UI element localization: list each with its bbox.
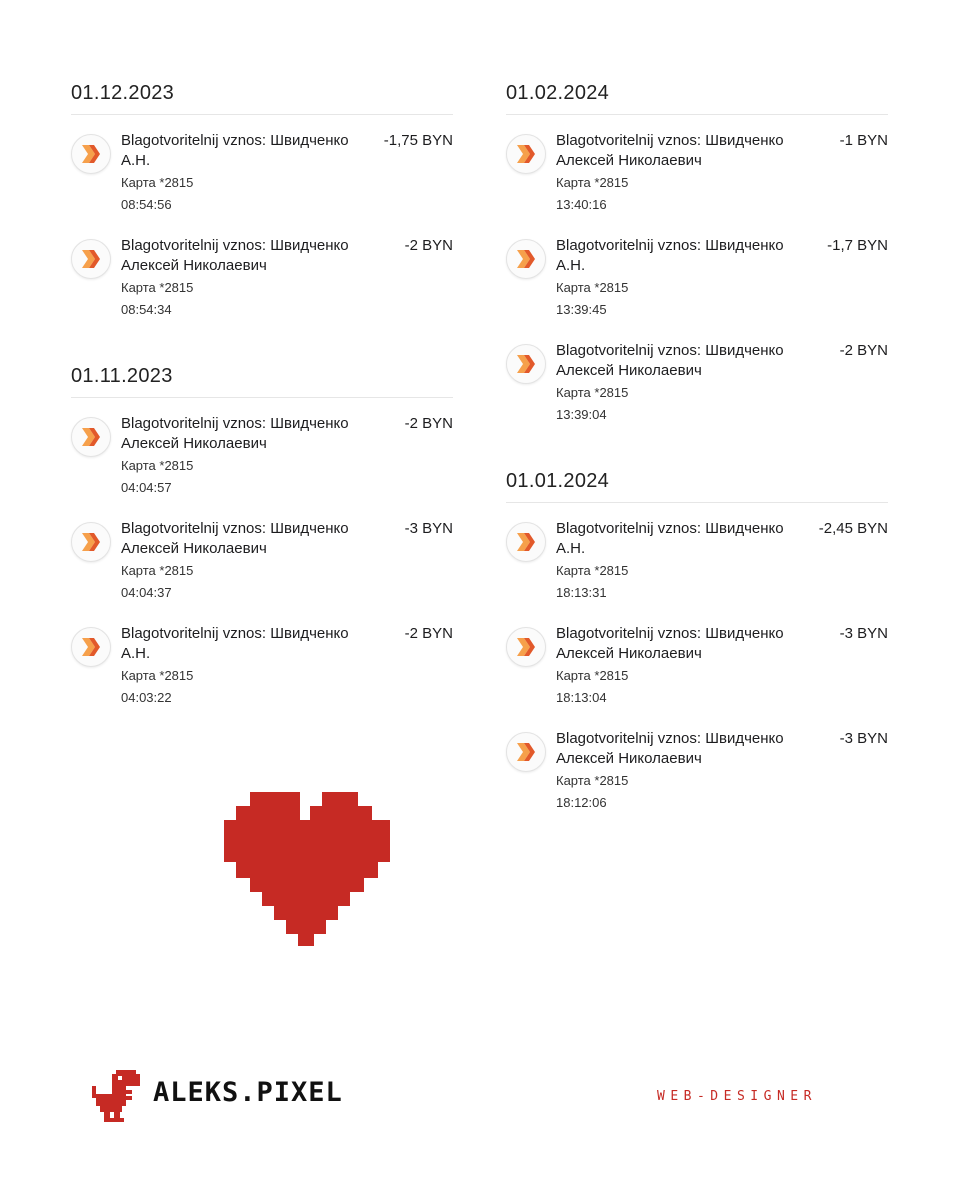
chevron-double-right-icon: [506, 134, 546, 174]
transaction-card: Карта *2815: [556, 773, 629, 788]
transaction-title: Blagotvoritelnij vznos: Швидченко Алексей Николаевич: [121, 520, 349, 557]
transaction-list: [71, 398, 453, 729]
chevron-double-right-icon: [506, 344, 546, 384]
transaction-time: 04:03:22: [121, 690, 172, 705]
chevron-double-right-icon: [506, 627, 546, 667]
transaction-amount: -2 BYN: [404, 415, 453, 432]
chevron-double-right-icon: [71, 239, 111, 279]
transaction-time: 08:54:56: [121, 197, 172, 212]
date-header: 01.12.2023: [71, 78, 453, 115]
transaction-row[interactable]: [506, 131, 888, 236]
transaction-row[interactable]: [71, 236, 453, 341]
transaction-amount: -3 BYN: [839, 625, 888, 642]
date-group: [71, 78, 453, 341]
transaction-title: Blagotvoritelnij vznos: Швидченко Алексей Николаевич: [556, 625, 784, 662]
transaction-title: Blagotvoritelnij vznos: Швидченко Алексей Николаевич: [121, 237, 349, 274]
transaction-card: Карта *2815: [556, 280, 629, 295]
transaction-amount: -2 BYN: [404, 625, 453, 642]
transaction-list: [71, 115, 453, 341]
transaction-amount: -1 BYN: [839, 132, 888, 149]
transaction-card: Карта *2815: [121, 668, 194, 683]
transaction-card: Карта *2815: [556, 175, 629, 190]
transaction-row[interactable]: [506, 624, 888, 729]
transaction-card: Карта *2815: [121, 563, 194, 578]
transaction-time: 18:13:31: [556, 585, 607, 600]
transaction-card: Карта *2815: [121, 458, 194, 473]
chevron-double-right-icon: [71, 134, 111, 174]
pixel-dinosaur-icon: [92, 1070, 140, 1124]
transaction-time: 08:54:34: [121, 302, 172, 317]
chevron-double-right-icon: [71, 417, 111, 457]
transaction-time: 04:04:57: [121, 480, 172, 495]
transaction-row[interactable]: [506, 236, 888, 341]
transaction-title: Blagotvoritelnij vznos: Швидченко Алексей Николаевич: [556, 132, 784, 169]
brand-role: WEB-DESIGNER: [657, 1089, 817, 1104]
transaction-row[interactable]: [71, 414, 453, 519]
transaction-card: Карта *2815: [556, 385, 629, 400]
date-group: [71, 361, 453, 729]
transaction-row[interactable]: [506, 729, 888, 834]
date-group: [506, 466, 888, 834]
date-header: 01.11.2023: [71, 361, 453, 398]
transaction-time: 18:12:06: [556, 795, 607, 810]
transaction-time: 13:39:04: [556, 407, 607, 422]
transaction-title: Blagotvoritelnij vznos: Швидченко А.Н.: [121, 625, 349, 662]
chevron-double-right-icon: [506, 239, 546, 279]
date-header: 01.02.2024: [506, 78, 888, 115]
transaction-card: Карта *2815: [556, 563, 629, 578]
transaction-card: Карта *2815: [556, 668, 629, 683]
date-group: [506, 78, 888, 446]
transaction-row[interactable]: [506, 519, 888, 624]
transaction-title: Blagotvoritelnij vznos: Швидченко А.Н.: [121, 132, 349, 169]
transaction-time: 18:13:04: [556, 690, 607, 705]
transaction-title: Blagotvoritelnij vznos: Швидченко А.Н.: [556, 237, 784, 274]
transaction-amount: -2 BYN: [404, 237, 453, 254]
transaction-card: Карта *2815: [121, 175, 194, 190]
transaction-row[interactable]: [71, 624, 453, 729]
transaction-row[interactable]: [71, 131, 453, 236]
date-header: 01.01.2024: [506, 466, 888, 503]
transaction-time: 13:40:16: [556, 197, 607, 212]
transaction-list: [506, 115, 888, 446]
transaction-amount: -1,7 BYN: [827, 237, 888, 254]
transaction-amount: -2,45 BYN: [818, 520, 888, 537]
transaction-list: [506, 503, 888, 834]
chevron-double-right-icon: [506, 732, 546, 772]
transaction-title: Blagotvoritelnij vznos: Швидченко А.Н.: [556, 520, 784, 557]
brand-name: ALEKS.PIXEL: [153, 1077, 343, 1108]
transaction-amount: -1,75 BYN: [383, 132, 453, 149]
pixel-heart-icon: [224, 792, 394, 948]
transaction-amount: -2 BYN: [839, 342, 888, 359]
right-column: [506, 78, 888, 854]
transaction-title: Blagotvoritelnij vznos: Швидченко Алексей Николаевич: [556, 342, 784, 379]
transaction-amount: -3 BYN: [839, 730, 888, 747]
transaction-amount: -3 BYN: [404, 520, 453, 537]
chevron-double-right-icon: [71, 522, 111, 562]
chevron-double-right-icon: [71, 627, 111, 667]
left-column: [71, 78, 453, 749]
transaction-title: Blagotvoritelnij vznos: Швидченко Алексей Николаевич: [121, 415, 349, 452]
transaction-row[interactable]: [71, 519, 453, 624]
transaction-card: Карта *2815: [121, 280, 194, 295]
chevron-double-right-icon: [506, 522, 546, 562]
transaction-time: 13:39:45: [556, 302, 607, 317]
transaction-time: 04:04:37: [121, 585, 172, 600]
transaction-row[interactable]: [506, 341, 888, 446]
transaction-title: Blagotvoritelnij vznos: Швидченко Алексей Николаевич: [556, 730, 784, 767]
